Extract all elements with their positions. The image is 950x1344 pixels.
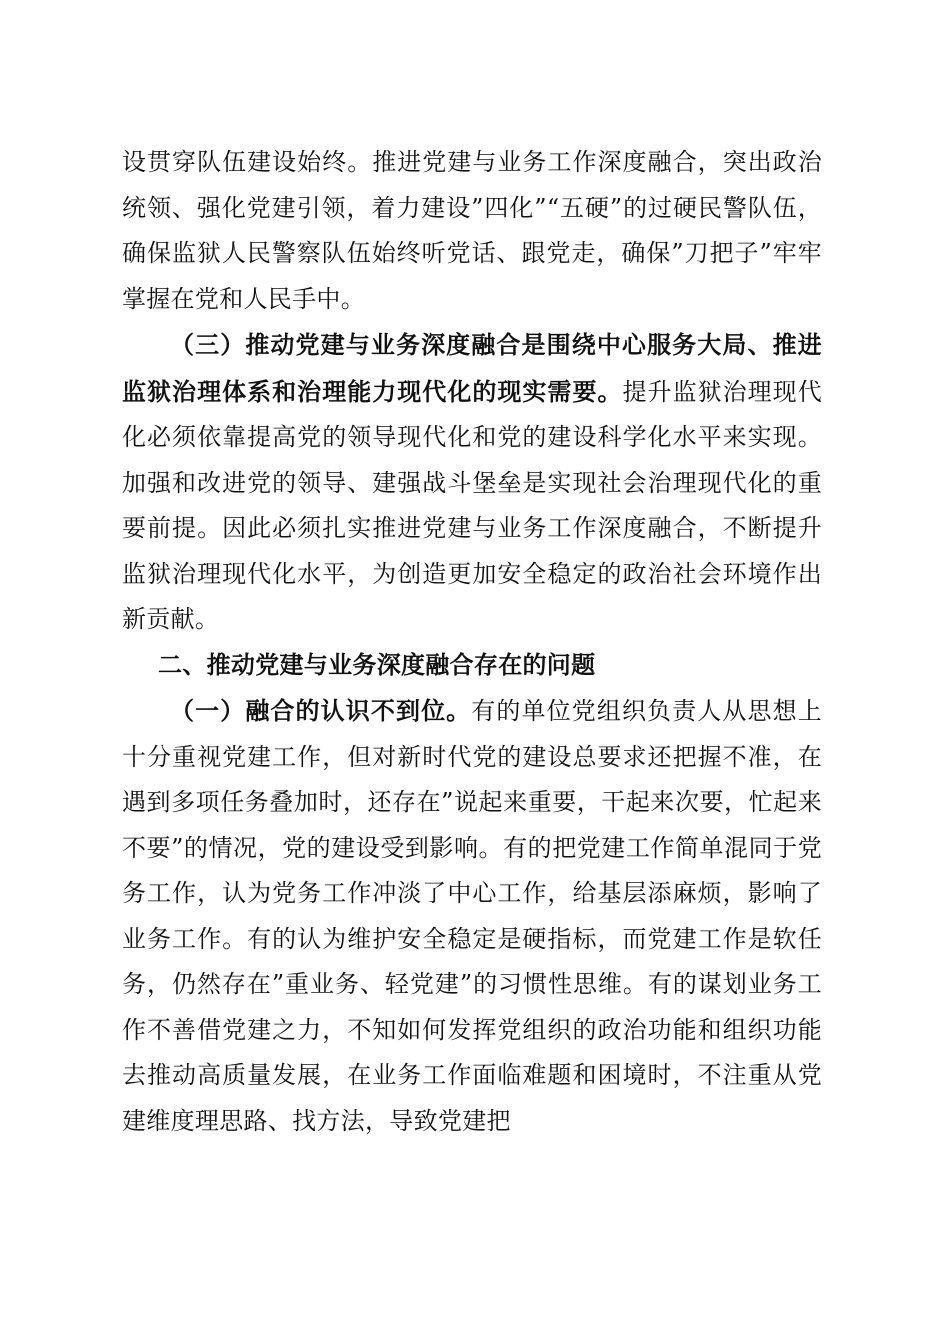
paragraph-section-3 (122, 322, 822, 643)
section-2-1-body: 有的单位党组织负责人从思想上十分重视党建工作，但对新时代党的建设总要求还把握不准，在遇到多项任务叠加时，还存在”说起来重要，干起来次要，忙起来不要”的情况，党的建设受到影响。有的把党建工作简单混同于党务工作，认为党务工作冲淡了中心工作，给基层添麻烦，影响了业务工作。有的认为维护安全稳定是硬指标，而党建工作是软任务，仍然存在”重业务、轻党建”的习惯性思维。有的谋划业务工作不善借党建之力，不知如何发挥党组织的政治功能和组织功能去推动高质量发展，在业务工作面临难题和困境时，不注重从党建维度理思路、找方法，导致党建把 (122, 697, 822, 1135)
section-3-body: 提升监狱治理现代化必须依靠提高党的领导现代化和党的建设科学化水平来实现。加强和改进党的领导、建强战斗堡垒是实现社会治理现代化的重要前提。因此必须扎实推进党建与业务工作深度融合，不断提升监狱治理现代化水平，为创造更加安全稳定的政治社会环境作出新贡献。 (122, 377, 822, 633)
paragraph-continuation-text: 设贯穿队伍建设始终。推进党建与业务工作深度融合，突出政治统领、强化党建引领，着力建设”四化”“五硬”的过硬民警队伍，确保监狱人民警察队伍始终听党话、跟党走，确保”刀把子”牢牢掌握在党和人民手中。 (122, 148, 822, 313)
heading-part-two: 二、推动党建与业务深度融合存在的问题 (158, 650, 596, 679)
section-2-1-bold-lead: （一）融合的认识不到位。 (170, 696, 472, 725)
document-body (122, 140, 822, 1144)
paragraph-continuation (122, 140, 822, 322)
section-3-bold-lead: （三）推动党建与业务深度融合是围绕中心服务大局、推进监狱治理体系和治理能力现代化的现实需要。 (122, 330, 822, 406)
paragraph-section-2-1 (122, 688, 822, 1144)
